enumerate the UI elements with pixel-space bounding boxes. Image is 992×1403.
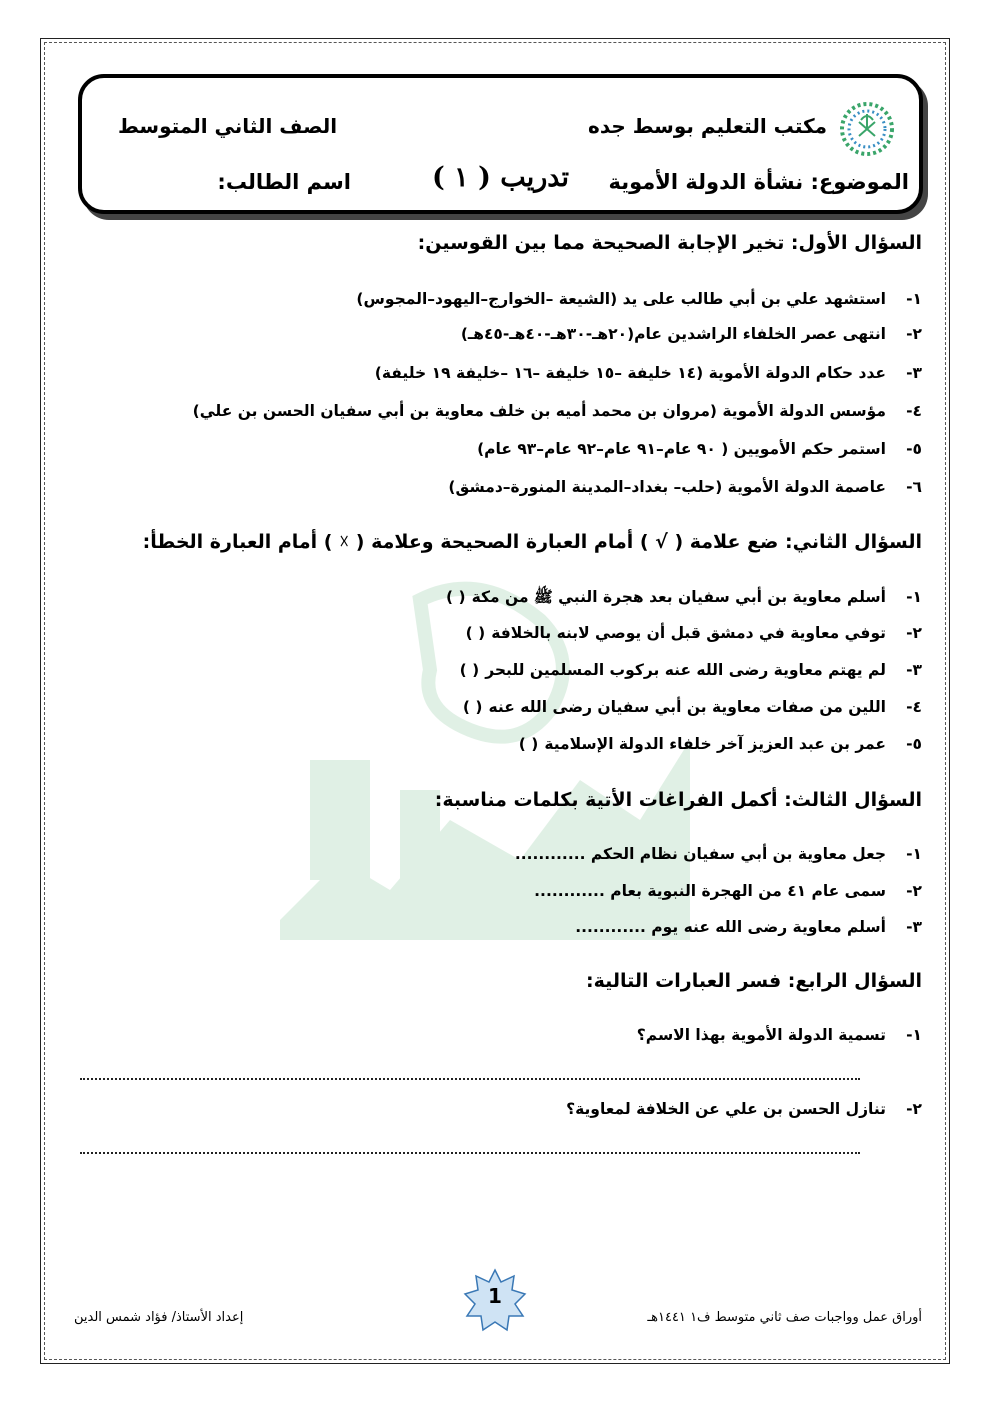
q3-item: ٢-سمى عام ٤١ من الهجرة النبوية بعام ............ bbox=[534, 882, 922, 900]
subject-label: الموضوع: نشأة الدولة الأموية bbox=[608, 170, 909, 194]
footer-author: إعداد الأستاذ/ فؤاد شمس الدين bbox=[74, 1310, 244, 1325]
question-3-title: السؤال الثالث: أكمل الفراغات الأتية بكلمات مناسبة: bbox=[434, 789, 922, 811]
q2-item: ٢-توفي معاوية في دمشق قبل أن يوصي لابنه بالخلافة( ) bbox=[465, 624, 922, 642]
page-number: 1 bbox=[488, 1284, 502, 1308]
fill-blank[interactable]: ............ bbox=[575, 918, 646, 936]
q1-item: ١-استشهد علي بن أبي طالب على يد (الشيعة –الخوارج–اليهود–المجوس) bbox=[356, 290, 922, 308]
fill-blank[interactable]: ............ bbox=[514, 845, 586, 863]
question-4-title: السؤال الرابع: فسر العبارات التالية: bbox=[586, 970, 922, 992]
q3-item: ٣-أسلم معاوية رضى الله عنه يوم ............ bbox=[575, 918, 922, 936]
ministry-logo-icon bbox=[833, 100, 897, 158]
answer-box[interactable]: ( ) bbox=[459, 661, 480, 679]
q2-item: ٤-اللين من صفات معاوية بن أبي سفيان رضى الله عنه( ) bbox=[462, 698, 922, 716]
answer-box[interactable]: ( ) bbox=[446, 588, 466, 606]
student-name-label: اسم الطالب: bbox=[217, 170, 351, 194]
q1-item: ٣-عدد حكام الدولة الأموية (١٤ خليفة –١٥ خليفة –١٦ –خليفة ١٩ خليفة) bbox=[374, 364, 922, 382]
q1-item: ٢-انتهى عصر الخلفاء الراشدين عام(٢٠هـ-٣٠هـ-٤٠هـ-٤٥هـ) bbox=[460, 325, 922, 343]
q2-item: ٥-عمر بن عبد العزيز آخر خلفاء الدولة الإسلامية( ) bbox=[518, 735, 922, 753]
q4-item: ٢-تنازل الحسن بن علي عن الخلافة لمعاوية؟ bbox=[566, 1100, 922, 1118]
q1-item: ٥-استمر حكم الأمويين ( ٩٠ عام–٩١ عام–٩٢ عام–٩٣ عام) bbox=[477, 440, 922, 458]
fill-blank[interactable]: ............ bbox=[534, 882, 605, 900]
answer-box[interactable]: ( ) bbox=[518, 735, 539, 753]
answer-box[interactable]: ( ) bbox=[465, 624, 486, 642]
q4-item: ١-تسمية الدولة الأموية بهذا الاسم؟ bbox=[636, 1026, 922, 1044]
answer-box[interactable]: ( ) bbox=[462, 698, 483, 716]
question-2-title: السؤال الثاني: ضع علامة ( √ ) أمام العبارة الصحيحة وعلامة ( ☓ ) أمام العبارة الخطأ: bbox=[142, 531, 922, 553]
q1-item: ٦-عاصمة الدولة الأموية (حلب– بغداد–المدينة المنورة–دمشق) bbox=[448, 478, 922, 496]
answer-line[interactable] bbox=[80, 1078, 860, 1080]
education-office-title: مكتب التعليم بوسط جده bbox=[588, 114, 827, 138]
q3-item: ١-جعل معاوية بن أبي سفيان نظام الحكم ............ bbox=[514, 845, 922, 863]
q1-item: ٤-مؤسس الدولة الأموية (مروان بن محمد أميه بن خلف معاوية بن أبي سفيان الحسن بن علي) bbox=[192, 402, 922, 420]
answer-line[interactable] bbox=[80, 1152, 860, 1154]
header-box bbox=[78, 74, 923, 214]
q2-item: ٣-لم يهتم معاوية رضى الله عنه بركوب المسلمين للبحر( ) bbox=[459, 661, 922, 679]
question-1-title: السؤال الأول: تخير الإجابة الصحيحة مما بين القوسين: bbox=[417, 232, 922, 254]
q2-item: ١-أسلم معاوية بن أبي سفيان بعد هجرة النبي ﷺ من مكة( ) bbox=[446, 588, 922, 606]
training-title: تدريب ( ١ ) bbox=[431, 162, 569, 193]
grade-label: الصف الثاني المتوسط bbox=[118, 114, 338, 138]
footer-course-info: أوراق عمل وواجبات صف ثاني متوسط ف١ ١٤٤١هـ bbox=[647, 1310, 922, 1325]
